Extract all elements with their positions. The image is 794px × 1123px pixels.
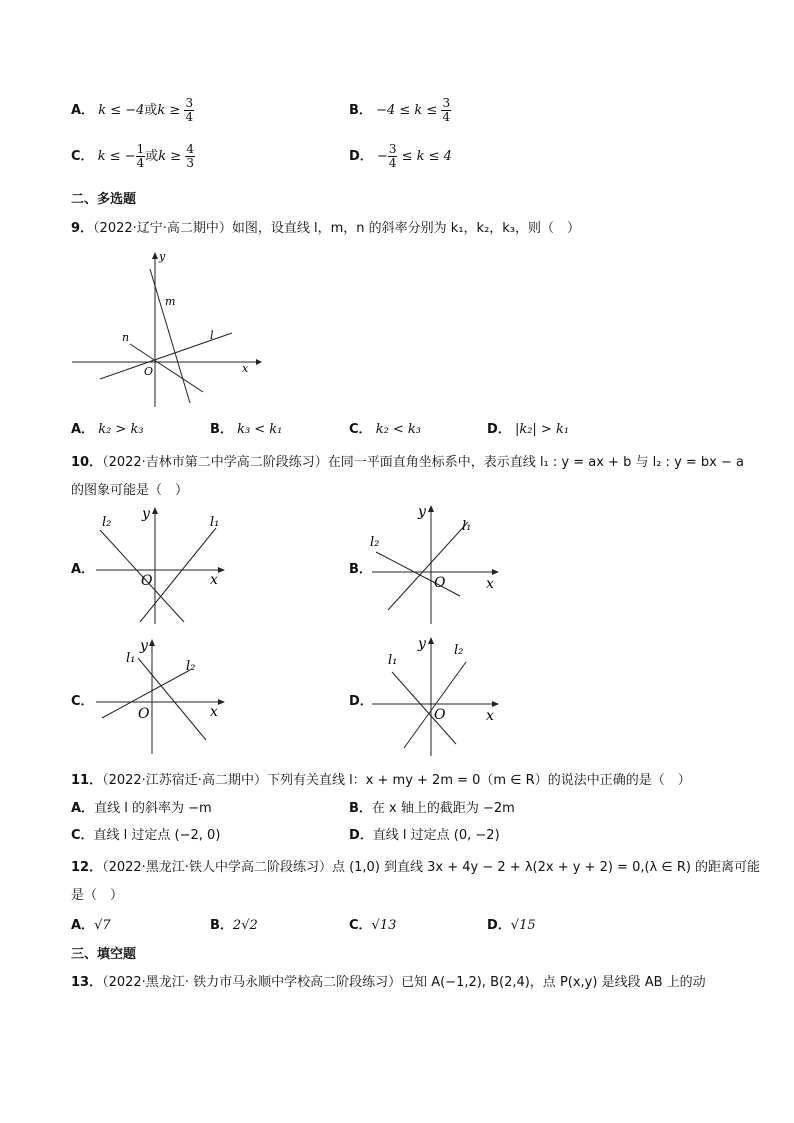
q9-m-label: m — [165, 295, 176, 308]
svg-text:y: y — [418, 636, 426, 652]
q9-graph — [68, 245, 268, 410]
svg-text:l₁: l₁ — [388, 653, 398, 668]
q10-option-c-label: C． — [71, 694, 94, 709]
q12-option-b: B．2√2 — [210, 918, 258, 933]
svg-text:y: y — [140, 638, 148, 654]
svg-text:O: O — [434, 575, 446, 591]
svg-text:l₁: l₁ — [210, 515, 220, 530]
section-title-multiple-choice: 二、多选题 — [71, 192, 137, 207]
svg-text:x: x — [210, 572, 218, 588]
q8-option-a: A． k ≤ −4或k ≥ $\frac{3}{4}$ — [71, 96, 194, 124]
svg-text:O: O — [141, 573, 153, 589]
q12-option-d: D．√15 — [487, 918, 536, 933]
q10-graph-a — [92, 500, 228, 626]
q11-stem: 11．（2022·江苏宿迁·高二期中）下列有关直线 l：x + my + 2m = 0（m ∈ R）的说法中正确的是（ ） — [71, 773, 691, 788]
svg-text:y: y — [142, 506, 150, 522]
q12-stem-line1: 12．（2022·黑龙江·铁人中学高二阶段练习）点 (1,0) 到直线 3x + 4y − 2 + λ(2x + y + 2) = 0,(λ ∈ R) 的距离可能 — [71, 860, 761, 875]
svg-text:x: x — [486, 708, 494, 724]
section-title-fill-in: 三、填空题 — [71, 947, 137, 962]
q11-option-a: A．直线 l 的斜率为 −m — [71, 801, 212, 816]
q9-l-label: l — [210, 329, 214, 342]
q9-option-a: A． k₂ > k₃ — [71, 422, 144, 437]
svg-text:l₂: l₂ — [454, 643, 464, 658]
q9-n-label: n — [122, 331, 130, 344]
svg-text:x: x — [486, 576, 494, 592]
q9-y-label: y — [159, 250, 166, 263]
svg-text:y: y — [418, 504, 426, 520]
svg-text:l₁: l₁ — [462, 519, 472, 534]
q9-origin-label: O — [144, 365, 154, 378]
q10-stem-line1: 10．（2022·吉林市第二中学高二阶段练习）在同一平面直角坐标系中，表示直线 l₁ : y = ax + b 与 l₂ : y = bx − a — [71, 455, 744, 470]
q8-option-c: C． k ≤ − $\frac{1}{4}$ 或k ≥ $\frac{4}{3}$ — [71, 142, 194, 170]
svg-text:l₂: l₂ — [186, 659, 196, 674]
q12-option-c: C．√13 — [349, 918, 397, 933]
q11-option-b: B．在 x 轴上的截距为 −2m — [349, 801, 515, 816]
svg-text:l₁: l₁ — [126, 651, 136, 666]
q9-stem: 9．（2022·辽宁·高二期中）如图，设直线 l，m，n 的斜率分别为 k₁，k₂，k₃，则（ ） — [71, 221, 581, 236]
q11-option-d: D．直线 l 过定点 (0, −2) — [349, 828, 500, 843]
q10-option-d-label: D． — [349, 694, 373, 709]
svg-text:l₂: l₂ — [370, 535, 380, 550]
q11-option-c: C．直线 l 过定点 (−2, 0) — [71, 828, 221, 843]
q10-option-a-label: A． — [71, 562, 95, 577]
q8-option-b: B． −4 ≤ k ≤ $\frac{3}{4}$ — [349, 96, 451, 124]
q9-x-label: x — [242, 362, 249, 375]
svg-text:O: O — [138, 706, 150, 722]
q10-option-b-label: B． — [349, 562, 372, 577]
svg-text:O: O — [434, 707, 446, 723]
q9-option-c: C． k₂ < k₃ — [349, 422, 422, 437]
q10-graph-c — [92, 632, 228, 758]
q12-stem-line2: 是（ ） — [71, 888, 124, 903]
svg-text:l₂: l₂ — [102, 515, 112, 530]
q8-option-d: D． − $\frac{3}{4}$ ≤ k ≤ 4 — [349, 142, 452, 170]
q10-graph-d — [368, 632, 504, 758]
q13-stem: 13．（2022·黑龙江· 铁力市马永顺中学校高二阶段练习）已知 A(−1,2), B(2,4)，点 P(x,y) 是线段 AB 上的动 — [71, 975, 706, 990]
q10-graph-b — [368, 500, 504, 626]
q10-stem-line2: 的图象可能是（ ） — [71, 483, 189, 498]
q9-option-b: B． k₃ < k₁ — [210, 422, 283, 437]
q9-option-d: D． |k₂| > k₁ — [487, 422, 570, 437]
svg-text:x: x — [210, 704, 218, 720]
q12-option-a: A．√7 — [71, 918, 111, 933]
